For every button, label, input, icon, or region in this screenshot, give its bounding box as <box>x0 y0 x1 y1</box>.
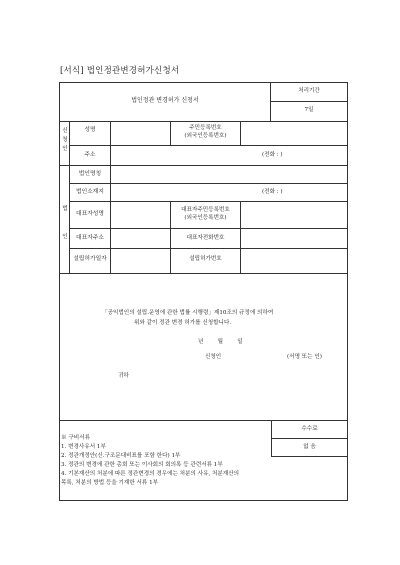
corp-rep-phone-label: 대표자전화번호 <box>186 235 225 241</box>
documents-title: ※ 구비서류 <box>61 435 90 441</box>
corp-row-2 <box>69 201 347 202</box>
header-bottom <box>59 121 348 122</box>
side-column-divider <box>69 121 70 273</box>
applicant-resident-label-2: (외국인등록번호) <box>184 133 227 139</box>
corp-row-1 <box>69 183 347 184</box>
applicant-name-resident-divider <box>170 121 171 145</box>
corp-location-label: 법인소재지 <box>76 189 104 195</box>
applicant-phone-label: (전화 : ) <box>262 152 283 158</box>
statement-line-2: 위와 같이 정관 변경 허가를 신청합니다. <box>134 320 232 326</box>
corp-rep-mid-divider-2 <box>240 201 241 273</box>
applicant-name-label: 성명 <box>84 127 96 133</box>
statement-date: 년 월 일 <box>198 339 243 345</box>
processing-period-label: 처리기간 <box>298 88 320 94</box>
statement-line-1: 「공익법인의 설립.운영에 관한 법률 시행령」제10조의 규정에 의하여 <box>102 310 274 316</box>
fee-bottom <box>271 456 348 457</box>
form-frame-top <box>59 82 348 83</box>
corporation-block-bottom <box>59 273 348 274</box>
processing-period-value: 7일 <box>304 107 314 113</box>
footer-top <box>59 420 348 421</box>
statement-signature-label: (서명 또는 인) <box>287 354 322 360</box>
corp-name-label: 법인명칭 <box>78 171 102 177</box>
document-item: 2. 정관개정안(신.구조문대비표를 포함 한다) 1부 <box>61 453 181 459</box>
fee-label: 수수료 <box>301 426 318 432</box>
statement-addressee: 귀하 <box>118 373 129 379</box>
corp-permit-date-label: 설립허가일자 <box>73 256 107 262</box>
form-heading: 법인정관 변경허가 신청서 <box>131 97 199 104</box>
corp-row-4 <box>69 248 347 249</box>
corp-rep-address-label: 대표자주소 <box>76 235 104 241</box>
corp-row-3 <box>69 228 347 229</box>
fee-value: 없 음 <box>303 444 316 450</box>
applicant-block-bottom <box>59 165 348 166</box>
corp-phone-label: (전화 : ) <box>262 189 283 195</box>
form-frame-left <box>59 82 60 501</box>
statement-applicant-label: 신청인 <box>205 354 222 360</box>
corp-permit-no-label: 설립허가번호 <box>189 256 222 262</box>
applicant-resident-value-divider <box>240 121 241 145</box>
corp-rep-name-label: 대표자성명 <box>76 211 104 217</box>
corp-rep-resident-label-1: 대표자주민등록번호 <box>181 207 230 213</box>
form-title: [서식] 법인정관변경허가신청서 <box>60 66 180 76</box>
applicant-address-label: 주소 <box>84 152 96 158</box>
label-column-divider <box>110 121 111 273</box>
corp-rep-resident-label-2: (외국인등록번호) <box>184 215 227 221</box>
document-item: 목록, 처분의 방법 등을 기재한 서류 1부 <box>61 480 159 486</box>
fee-divider-horizontal <box>271 438 348 439</box>
period-divider <box>270 101 348 102</box>
document-item: 3. 정관의 변경에 관한 총회 또는 이사회의 회의록 등 관련서류 1부 <box>61 462 223 468</box>
document-item: 1. 변경사유서 1부 <box>61 444 106 450</box>
form-frame-bottom <box>59 500 348 501</box>
applicant-row-divider <box>69 145 347 146</box>
corporation-side-label: 법인 <box>62 206 68 240</box>
applicant-side-label: 신청인 <box>62 128 68 152</box>
document-item: 4. 기본재산의 처분에 따른 정관변경의 경우에는 처분의 사유, 처분재산의 <box>61 471 240 477</box>
applicant-resident-label-1: 주민등록번호 <box>189 125 222 131</box>
